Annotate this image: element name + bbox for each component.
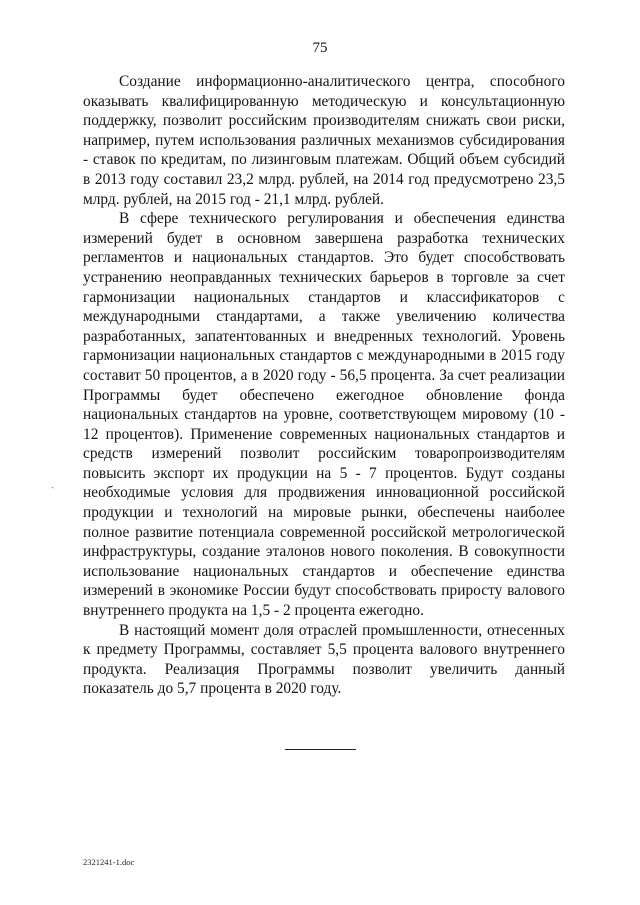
section-end-rule xyxy=(285,749,356,750)
footer-document-code: 2321241-1.doc xyxy=(83,857,135,867)
paragraph-technical-regulation: В сфере технического регулирования и обеспечения единства измерений будет в основном завершена разработка технических регламентов и национальных стандартов. Это будет способствовать устранению неоправданных технических барьеров в торговле за счет гармонизации национальных стандартов и классификаторов с международными стандартами, а также увеличению количества разработанных, запатентованных и внедренных технологий. Уровень гармонизации национальных стандартов с международными в 2015 году составит 50 процентов, а в 2020 году - 56,5 процента. За счет реализации Программы будет обеспечено ежегодное обновление фонда национальных стандартов на уровне, соответствующем мировому (10 - 12 процентов). Применение современных национальных стандартов и средств измерений позволит российским товаропроизводителям повысить экспорт их продукции на 5 - 7 процентов. Будут созданы необходимые условия для продвижения инновационной российской продукции и технологий на мировые рынки, обеспечены наиболее полное развитие потенциала современной российской метрологической инфраструктуры, создание эталонов нового поколения. В совокупности использование национальных стандартов и обеспечение единства измерений в экономике России будут способствовать приросту валового внутреннего продукта на 1,5 - 2 процента ежегодно. xyxy=(83,210,565,620)
document-body xyxy=(83,72,565,699)
paragraph-info-center: Создание информационно-аналитического центра, способного оказывать квалифицированную методическую и консультационную поддержку, позволит российским производителям снижать свои риски, например, путем использования различных механизмов субсидирования - ставок по кредитам, по лизинговым платежам. Общий объем субсидий в 2013 году составил 23,2 млрд. рублей, на 2014 год предусмотрено 23,5 млрд. рублей, на 2015 год - 21,1 млрд. рублей. xyxy=(83,73,565,208)
stray-mark: ˏ xyxy=(51,478,55,489)
page-number: 75 xyxy=(312,40,328,56)
paragraph-industry-share: В настоящий момент доля отраслей промышленности, отнесенных к предмету Программы, составляет 5,5 процента валового внутреннего продукта. Реализация Программы позволит увеличить данный показатель до 5,7 процента в 2020 году. xyxy=(83,621,565,698)
